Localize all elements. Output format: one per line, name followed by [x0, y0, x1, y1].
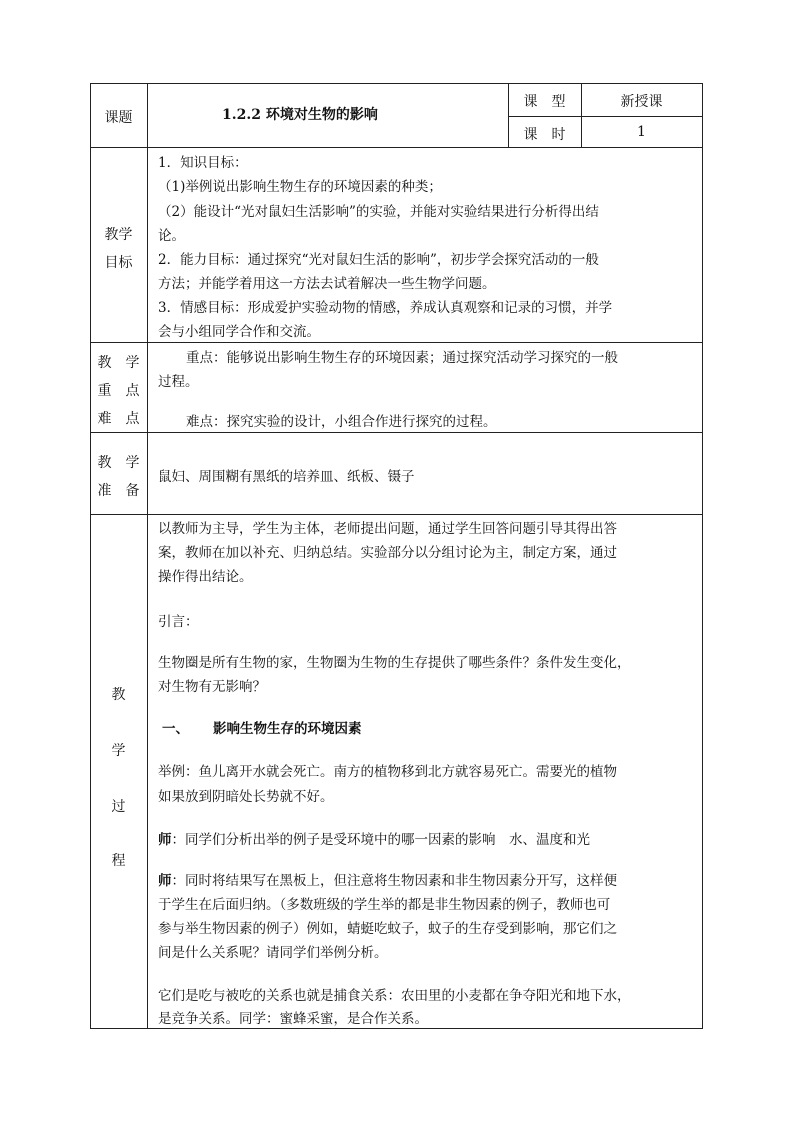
hours-label: 课 时 — [523, 127, 566, 143]
process-intro-line: 以教师为主导，学生为主体，老师提出问题，通过学生回答问题引导其得出答 — [158, 521, 617, 537]
type-label: 课 型 — [523, 94, 566, 110]
section-number: 一、 — [162, 721, 189, 737]
process-intro-line: 操作得出结论。 — [158, 569, 253, 585]
type-value: 新授课 — [620, 94, 663, 110]
lead-line: 对生物有无影响？ — [158, 679, 266, 695]
focus-line: 过程。 — [158, 374, 199, 390]
relation-line: 是竞争关系。同学：蜜蜂采蜜，是合作关系。 — [158, 1011, 428, 1027]
teacher-instruction-line: 于学生在后面归纳。（多数班级的学生举的都是非生物因素的例子，教师也可 — [158, 897, 611, 913]
row-divider-preparation — [90, 514, 703, 515]
teacher-instruction-line: 参与举生物因素的例子）例如，蜻蜓吃蚊子，蚊子的生存受到影响，那它们之 — [158, 921, 617, 937]
process-label-char: 学 — [111, 743, 126, 759]
process-label-char: 过 — [111, 799, 126, 815]
process-label-char: 教 — [111, 687, 126, 703]
teacher-instruction — [158, 869, 617, 893]
table-border-top — [90, 83, 703, 84]
preparation-label-2: 准 备 — [97, 483, 140, 499]
keypoints-label-3: 难 点 — [97, 411, 140, 427]
relation-line: 它们是吃与被吃的关系也就是捕食关系：农田里的小麦都在争夺阳光和地下水， — [158, 988, 631, 1004]
teacher-instruction-text: ：同时将结果写在黑板上，但注意将生物因素和非生物因素分开写，这样便 — [171, 873, 617, 889]
hours-value: 1 — [637, 124, 646, 140]
teacher-question-text: ：同学们分析出举的例子是受环境中的哪一因素的影响 水、温度和光 — [171, 832, 590, 848]
column-divider-label — [147, 83, 148, 1029]
process-intro-line: 案，教师在加以补充、归纳总结。实验部分以分组讨论为主，制定方案，通过 — [158, 545, 617, 561]
objective-line: 会与小组同学合作和交流。 — [158, 324, 320, 340]
keypoints-label-2: 重 点 — [97, 383, 140, 399]
objective-line: 1．知识目标： — [158, 155, 248, 171]
subject-label: 课题 — [104, 110, 133, 126]
teacher-label: 师 — [158, 832, 172, 848]
table-border-right — [702, 83, 703, 1029]
objective-line: 方法；并能学着用这一方法去试着解决一些生物学问题。 — [158, 276, 496, 292]
objective-line: 论。 — [158, 228, 185, 244]
objective-line: （2）能设计“光对鼠妇生活影响”的实验，并能对实验结果进行分析得出结 — [158, 204, 599, 220]
preparation-label-1: 教 学 — [97, 455, 140, 471]
teacher-instruction-line: 间是什么关系呢？请同学们举例分析。 — [158, 945, 388, 961]
objectives-label-2: 目标 — [104, 255, 133, 271]
row-divider-header — [90, 147, 703, 148]
preparation-content: 鼠妇、周围糊有黑纸的培养皿、纸板、镊子 — [158, 469, 415, 485]
section-title: 影响生物生存的环境因素 — [213, 721, 362, 737]
focus-line: 重点：能够说出影响生物生存的环境因素；通过探究活动学习探究的一般 — [186, 350, 618, 366]
lead-label: 引言： — [158, 614, 199, 630]
objective-line: （1)举例说出影响生物生存的环境因素的种类； — [158, 179, 442, 195]
keypoints-label-1: 教 学 — [97, 355, 140, 371]
row-divider-header-mid — [508, 116, 703, 117]
teacher-question — [158, 828, 590, 852]
example-line: 举例：鱼儿离开水就会死亡。南方的植物移到北方就容易死亡。需要光的植物 — [158, 764, 617, 780]
lesson-title: 1.2.2 环境对生物的影响 — [222, 107, 378, 123]
process-label-char: 程 — [111, 853, 126, 869]
lead-line: 生物圈是所有生物的家，生物圈为生物的生存提供了哪些条件？条件发生变化， — [158, 655, 631, 671]
example-line: 如果放到阴暗处长势就不好。 — [158, 789, 334, 805]
difficulty-line: 难点：探究实验的设计，小组合作进行探究的过程。 — [186, 414, 497, 430]
objective-line: 3．情感目标：形成爱护实验动物的情感，养成认真观察和记录的习惯，并学 — [158, 300, 613, 316]
objective-line: 2．能力目标：通过探究“光对鼠妇生活的影响”，初步学会探究活动的一般 — [158, 252, 599, 268]
objectives-label-1: 教学 — [104, 227, 133, 243]
teacher-label: 师 — [158, 873, 172, 889]
